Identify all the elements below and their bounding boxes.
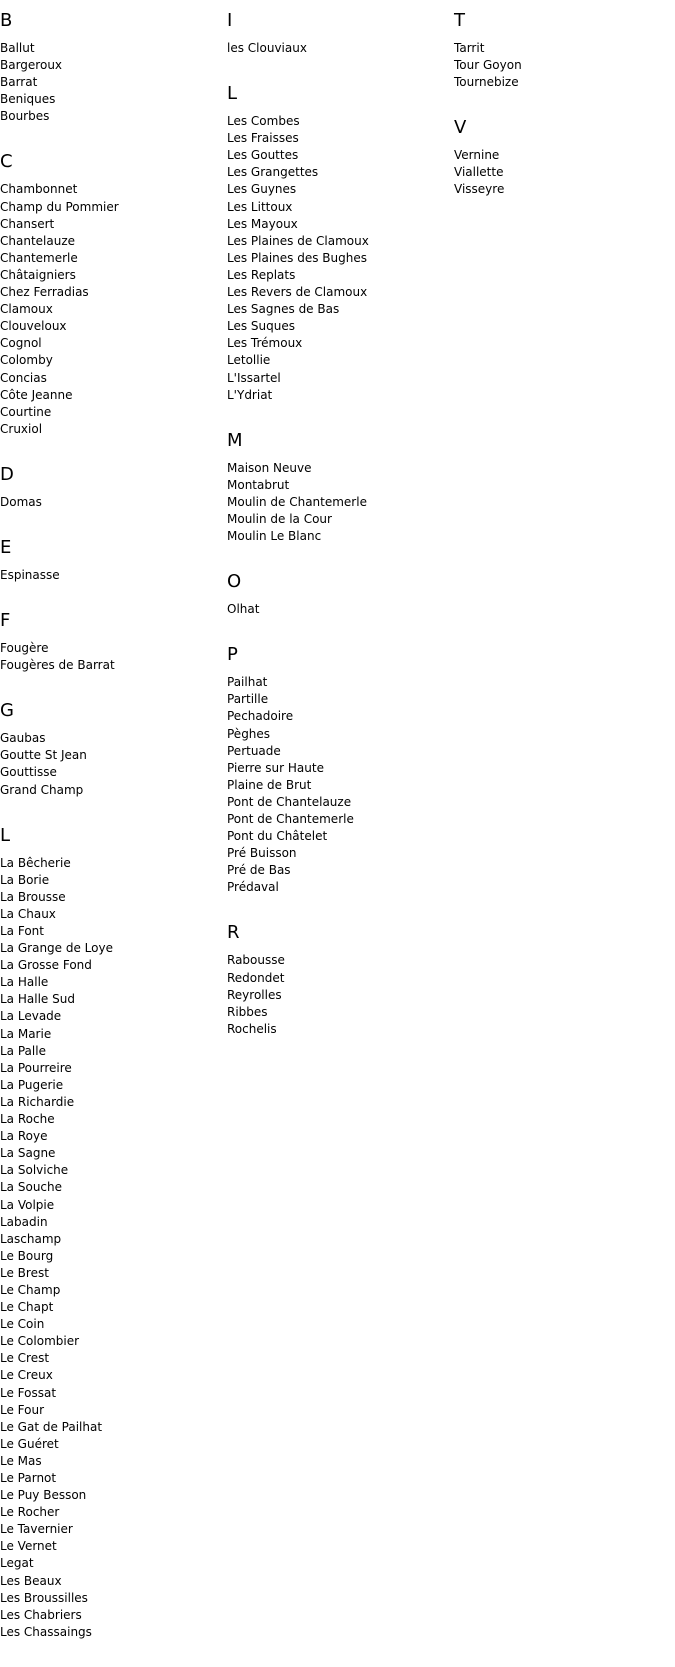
letter-section — [454, 117, 674, 198]
section-letter-heading: E — [0, 536, 12, 558]
letter-section — [0, 10, 220, 125]
letter-section — [0, 537, 220, 584]
place-link[interactable]: La Pourreire — [0, 1060, 72, 1075]
place-link[interactable]: Le Guéret — [0, 1436, 59, 1451]
place-link[interactable]: Laschamp — [0, 1231, 62, 1246]
place-link[interactable]: Cruxiol — [0, 421, 43, 436]
place-link[interactable]: Châtaigniers — [0, 267, 76, 282]
place-link[interactable]: Chez Ferradias — [0, 285, 89, 300]
place-link[interactable]: La Solviche — [0, 1163, 69, 1178]
place-link[interactable]: Plaine de Brut — [227, 777, 312, 792]
place-link[interactable]: Pertuade — [227, 743, 281, 758]
place-link[interactable]: Le Champ — [0, 1282, 61, 1297]
place-link[interactable]: Fougère — [0, 641, 49, 656]
place-link[interactable]: Courtine — [0, 404, 52, 419]
section-letter-heading: V — [454, 117, 467, 139]
place-list — [227, 460, 447, 545]
letter-section — [0, 610, 220, 674]
place-list — [0, 730, 220, 798]
column-3 — [454, 10, 674, 225]
section-letter-heading: T — [454, 10, 465, 31]
place-link[interactable]: Espinasse — [0, 567, 60, 582]
place-link[interactable]: La Grosse Fond — [0, 958, 92, 973]
letter-section — [227, 644, 447, 896]
place-link[interactable]: Les Combes — [227, 114, 300, 129]
letter-section — [0, 151, 220, 437]
letter-section — [227, 571, 447, 618]
place-link[interactable]: Tournebize — [454, 75, 519, 90]
place-list — [0, 855, 220, 1641]
place-link[interactable]: Pré Buisson — [227, 846, 297, 861]
place-link[interactable]: Clouveloux — [0, 319, 67, 334]
place-link[interactable]: Moulin de Chantemerle — [227, 494, 367, 509]
place-link[interactable]: Visseyre — [454, 182, 505, 197]
place-link[interactable]: Prédaval — [227, 880, 279, 895]
section-letter-heading: D — [0, 463, 14, 485]
place-link[interactable]: La Halle Sud — [0, 992, 75, 1007]
place-link[interactable]: La Roye — [0, 1129, 48, 1144]
place-link[interactable]: Côte Jeanne — [0, 387, 73, 402]
place-link[interactable]: La Sagne — [0, 1146, 56, 1161]
place-link[interactable]: Redondet — [227, 970, 285, 985]
place-link[interactable]: Pré de Bas — [227, 863, 291, 878]
section-letter-heading: R — [227, 922, 240, 944]
section-letter-heading: G — [0, 700, 14, 722]
place-link[interactable]: Les Beaux — [0, 1573, 62, 1588]
place-link[interactable]: Montabrut — [227, 477, 290, 492]
letter-section — [0, 700, 220, 798]
letter-section — [454, 10, 674, 91]
place-link[interactable]: Le Four — [0, 1402, 45, 1417]
place-link[interactable]: Pont du Châtelet — [227, 829, 328, 844]
letter-section — [0, 464, 220, 511]
place-link[interactable]: Goutte St Jean — [0, 748, 87, 763]
place-list — [227, 674, 447, 896]
place-link[interactable]: les Clouviaux — [227, 41, 307, 55]
place-link[interactable]: La Brousse — [0, 889, 66, 904]
section-letter-heading: F — [0, 610, 11, 632]
place-link[interactable]: Chambonnet — [0, 182, 78, 197]
place-list — [227, 952, 447, 1037]
place-list — [454, 40, 674, 91]
place-link[interactable]: Champ du Pommier — [0, 199, 119, 214]
place-link[interactable]: Pailhat — [227, 675, 268, 690]
place-link[interactable]: Le Crest — [0, 1351, 50, 1366]
place-link[interactable]: Labadin — [0, 1214, 48, 1229]
place-link[interactable]: Reyrolles — [227, 987, 282, 1002]
place-link[interactable]: Le Bourg — [0, 1248, 54, 1263]
place-link[interactable]: Les Littoux — [227, 199, 293, 214]
place-link[interactable]: Rochelis — [227, 1021, 277, 1036]
place-link[interactable]: Le Parnot — [0, 1471, 57, 1485]
place-link[interactable]: Pierre sur Haute — [227, 760, 324, 775]
place-link[interactable]: Pèghes — [227, 726, 271, 741]
place-link[interactable]: La Marie — [0, 1026, 52, 1041]
place-link[interactable]: Pont de Chantelauze — [227, 794, 352, 809]
place-link[interactable]: Moulin de la Cour — [227, 511, 332, 526]
place-link[interactable]: La Pugerie — [0, 1077, 64, 1092]
section-letter-heading: P — [227, 644, 238, 666]
place-link[interactable]: Olhat — [227, 602, 260, 617]
place-link[interactable]: Viallette — [454, 165, 504, 180]
letter-section — [227, 922, 447, 1037]
section-letter-heading: C — [0, 151, 13, 173]
place-link[interactable]: La Souche — [0, 1180, 63, 1195]
place-link[interactable]: Cognol — [0, 336, 42, 351]
place-link[interactable]: Le Creux — [0, 1368, 53, 1383]
place-link[interactable]: La Roche — [0, 1112, 55, 1127]
place-link[interactable]: Domas — [0, 494, 42, 509]
place-list — [0, 640, 220, 674]
place-link[interactable]: Rabousse — [227, 953, 285, 968]
place-link[interactable]: Moulin Le Blanc — [227, 529, 322, 544]
place-link[interactable]: La Bêcherie — [0, 855, 71, 870]
place-link[interactable]: Vernine — [454, 148, 500, 163]
place-link[interactable]: Gaubas — [0, 731, 46, 746]
column-1 — [0, 10, 220, 1667]
place-link[interactable]: Le Rocher — [0, 1505, 60, 1520]
place-link[interactable]: Chantemerle — [0, 250, 78, 265]
place-link[interactable]: La Grange de Loye — [0, 941, 113, 956]
place-link[interactable]: Le Puy Besson — [0, 1488, 87, 1503]
place-link[interactable]: Colomby — [0, 353, 53, 368]
place-link[interactable]: Le Brest — [0, 1265, 49, 1280]
section-letter-heading: B — [0, 10, 13, 31]
section-letter-heading: M — [227, 429, 243, 451]
section-letter-heading: L — [0, 824, 11, 846]
letter-section — [227, 10, 447, 57]
place-link[interactable]: Les Plaines de Clamoux — [227, 233, 369, 248]
place-link[interactable]: Pont de Chantemerle — [227, 812, 354, 826]
place-link[interactable]: Le Fossat — [0, 1385, 57, 1400]
place-link[interactable]: Concias — [0, 370, 47, 385]
place-link[interactable]: Les Guynes — [227, 182, 297, 197]
place-list — [0, 494, 220, 511]
letter-section — [0, 825, 220, 1641]
section-letter-heading: L — [227, 83, 238, 105]
place-link[interactable]: Beniques — [0, 92, 56, 107]
place-link[interactable]: Le Gat de Pailhat — [0, 1419, 103, 1434]
place-link[interactable]: La Volpie — [0, 1197, 55, 1212]
place-link[interactable]: Les Chabriers — [0, 1607, 82, 1622]
place-link[interactable]: Les Fraisses — [227, 131, 299, 146]
place-link[interactable]: La Font — [0, 924, 44, 938]
place-link[interactable]: Les Gouttes — [227, 148, 299, 163]
place-link[interactable]: La Palle — [0, 1043, 46, 1058]
place-link[interactable]: Partille — [227, 692, 269, 707]
place-link[interactable]: Le Mas — [0, 1453, 42, 1468]
place-link[interactable]: Ribbes — [227, 1004, 268, 1019]
place-link[interactable]: Clamoux — [0, 302, 53, 317]
place-link[interactable]: Tour Goyon — [454, 58, 522, 73]
place-link[interactable]: La Chaux — [0, 906, 56, 921]
place-link[interactable]: Le Tavernier — [0, 1522, 73, 1537]
section-letter-heading: I — [227, 10, 233, 31]
column-2 — [227, 10, 447, 1064]
place-link[interactable]: Letollie — [227, 353, 271, 368]
place-link[interactable]: Chantelauze — [0, 233, 76, 248]
place-link[interactable]: Bargeroux — [0, 58, 63, 73]
place-list — [0, 181, 220, 437]
place-link[interactable]: Les Revers de Clamoux — [227, 285, 368, 300]
letter-section — [227, 430, 447, 545]
place-link[interactable]: Bourbes — [0, 109, 50, 124]
place-link[interactable]: Le Coin — [0, 1317, 45, 1332]
place-link[interactable]: Gouttisse — [0, 765, 57, 780]
place-link[interactable]: La Levade — [0, 1009, 62, 1024]
place-link[interactable]: Tarrit — [454, 41, 485, 55]
place-list — [227, 113, 447, 404]
place-link[interactable]: Les Plaines des Bughes — [227, 250, 367, 265]
place-link[interactable]: L'Issartel — [227, 370, 281, 385]
place-link[interactable]: Grand Champ — [0, 782, 84, 797]
place-link[interactable]: Les Grangettes — [227, 165, 319, 180]
section-letter-heading: O — [227, 571, 242, 593]
place-link[interactable]: Les Suques — [227, 319, 296, 334]
place-link[interactable]: Fougères de Barrat — [0, 658, 115, 673]
place-link[interactable]: Barrat — [0, 75, 38, 90]
place-link[interactable]: La Richardie — [0, 1094, 75, 1109]
place-list — [0, 567, 220, 584]
place-link[interactable]: L'Ydriat — [227, 387, 273, 402]
place-link[interactable]: Les Chassaings — [0, 1624, 92, 1639]
place-link[interactable]: La Halle — [0, 975, 49, 990]
place-link[interactable]: Les Mayoux — [227, 216, 298, 231]
place-link[interactable]: Legat — [0, 1556, 34, 1571]
place-link[interactable]: La Borie — [0, 872, 50, 887]
place-link[interactable]: Le Chapt — [0, 1300, 54, 1315]
place-list — [227, 601, 447, 618]
place-list — [0, 40, 220, 125]
place-link[interactable]: Chansert — [0, 216, 55, 231]
place-list — [227, 40, 447, 57]
place-link[interactable]: Le Vernet — [0, 1539, 57, 1554]
place-link[interactable]: Les Trémoux — [227, 336, 303, 351]
letter-section — [227, 83, 447, 404]
place-link[interactable]: Les Sagnes de Bas — [227, 302, 340, 317]
place-link[interactable]: Les Replats — [227, 267, 296, 282]
place-link[interactable]: Les Broussilles — [0, 1590, 88, 1605]
place-link[interactable]: Maison Neuve — [227, 460, 312, 475]
place-link[interactable]: Ballut — [0, 41, 35, 55]
place-list — [454, 147, 674, 198]
place-link[interactable]: Pechadoire — [227, 709, 294, 724]
place-link[interactable]: Le Colombier — [0, 1334, 80, 1349]
